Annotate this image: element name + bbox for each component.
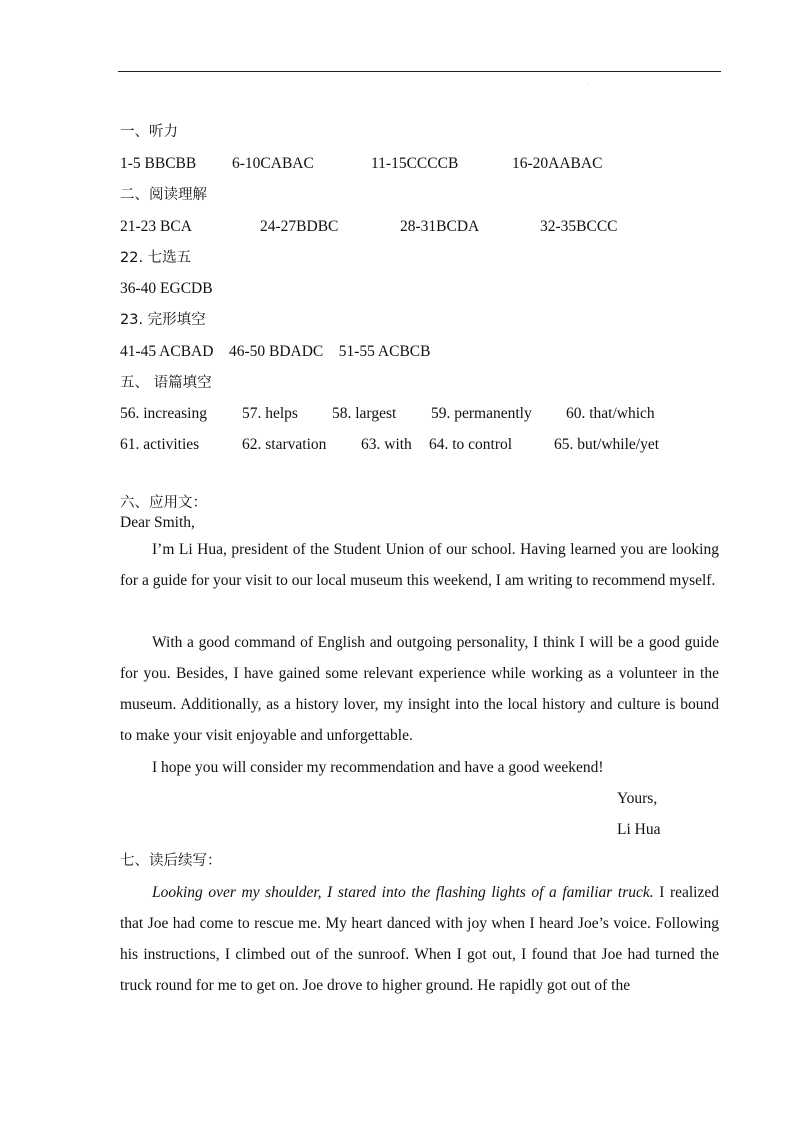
continuation-opening-sentence: Looking over my shoulder, I stared into the flashing lights of a familiar truck. <box>152 884 654 901</box>
header-rule <box>118 71 721 72</box>
answer-item: 58. largest <box>332 405 397 422</box>
section-22-answer: 36-40 EGCDB <box>120 280 213 297</box>
continuation-text: I realized that Joe had come to rescue me. My heart danced with joy when I heard Joe’s voice. Following his instructions, I climbed out of the sunroof. When I got out, I found that Joe had turned the truck round for me to get on. Joe drove to higher ground. He rapidly got out of the <box>120 884 719 994</box>
answer-group: 21-23 BCA <box>120 218 192 235</box>
answer-group: 1-5 BBCBB <box>120 155 197 172</box>
answer-item: 57. helps <box>242 405 298 422</box>
letter-paragraph-2: With a good command of English and outgoing personality, I think I will be a good guide for you. Besides, I have gained some relevant experience while working as a volunteer in the museum. Additionally, as a history lover, my insight into the local history and culture is bound to make your visit enjoyable and unforgettable. <box>120 634 719 744</box>
answer-group: 16-20AABAC <box>512 155 603 172</box>
letter-closing: Yours, <box>617 790 658 807</box>
section-1-heading: 一、听力 <box>120 124 178 140</box>
letter-paragraph-1: I’m Li Hua, president of the Student Union of our school. Having learned you are looking for a guide for your visit to our local museum this weekend, I am writing to recommend myself. <box>120 541 719 589</box>
section-22-heading: 22. 七选五 <box>120 250 192 266</box>
answer-item: 65. but/while/yet <box>554 436 660 453</box>
answer-group: 28-31BCDA <box>400 218 480 235</box>
header-dot: · <box>587 82 589 88</box>
section-23-answer: 41-45 ACBAD 46-50 BDADC 51-55 ACBCB <box>120 343 431 360</box>
answer-item: 61. activities <box>120 436 200 453</box>
section-5-heading: 五、 语篇填空 <box>120 375 212 391</box>
answer-item: 59. permanently <box>431 405 532 422</box>
answer-item: 64. to control <box>429 436 513 453</box>
section-2-answers <box>120 217 720 237</box>
section-5-row-2 <box>120 435 720 455</box>
continuation-paragraph <box>120 877 719 1001</box>
section-1-answers <box>120 154 720 174</box>
section-5-row-1 <box>120 404 720 424</box>
section-2-heading: 二、阅读理解 <box>120 187 207 203</box>
letter-greeting: Dear Smith, <box>120 514 195 531</box>
answer-group: 6-10CABAC <box>232 155 314 172</box>
answer-item: 62. starvation <box>242 436 327 453</box>
answer-group: 24-27BDBC <box>260 218 339 235</box>
section-23-heading: 23. 完形填空 <box>120 312 206 328</box>
section-7-heading: 七、读后续写： <box>120 853 222 869</box>
section-6-heading: 六、应用文： <box>120 495 207 511</box>
answer-item: 60. that/which <box>566 405 655 422</box>
letter-paragraph-3: I hope you will consider my recommendation and have a good weekend! <box>152 759 604 776</box>
answer-group: 11-15CCCCB <box>371 155 459 172</box>
letter-signature: Li Hua <box>617 821 661 838</box>
answer-item: 63. with <box>361 436 412 453</box>
answer-item: 56. increasing <box>120 405 207 422</box>
answer-group: 32-35BCCC <box>540 218 618 235</box>
